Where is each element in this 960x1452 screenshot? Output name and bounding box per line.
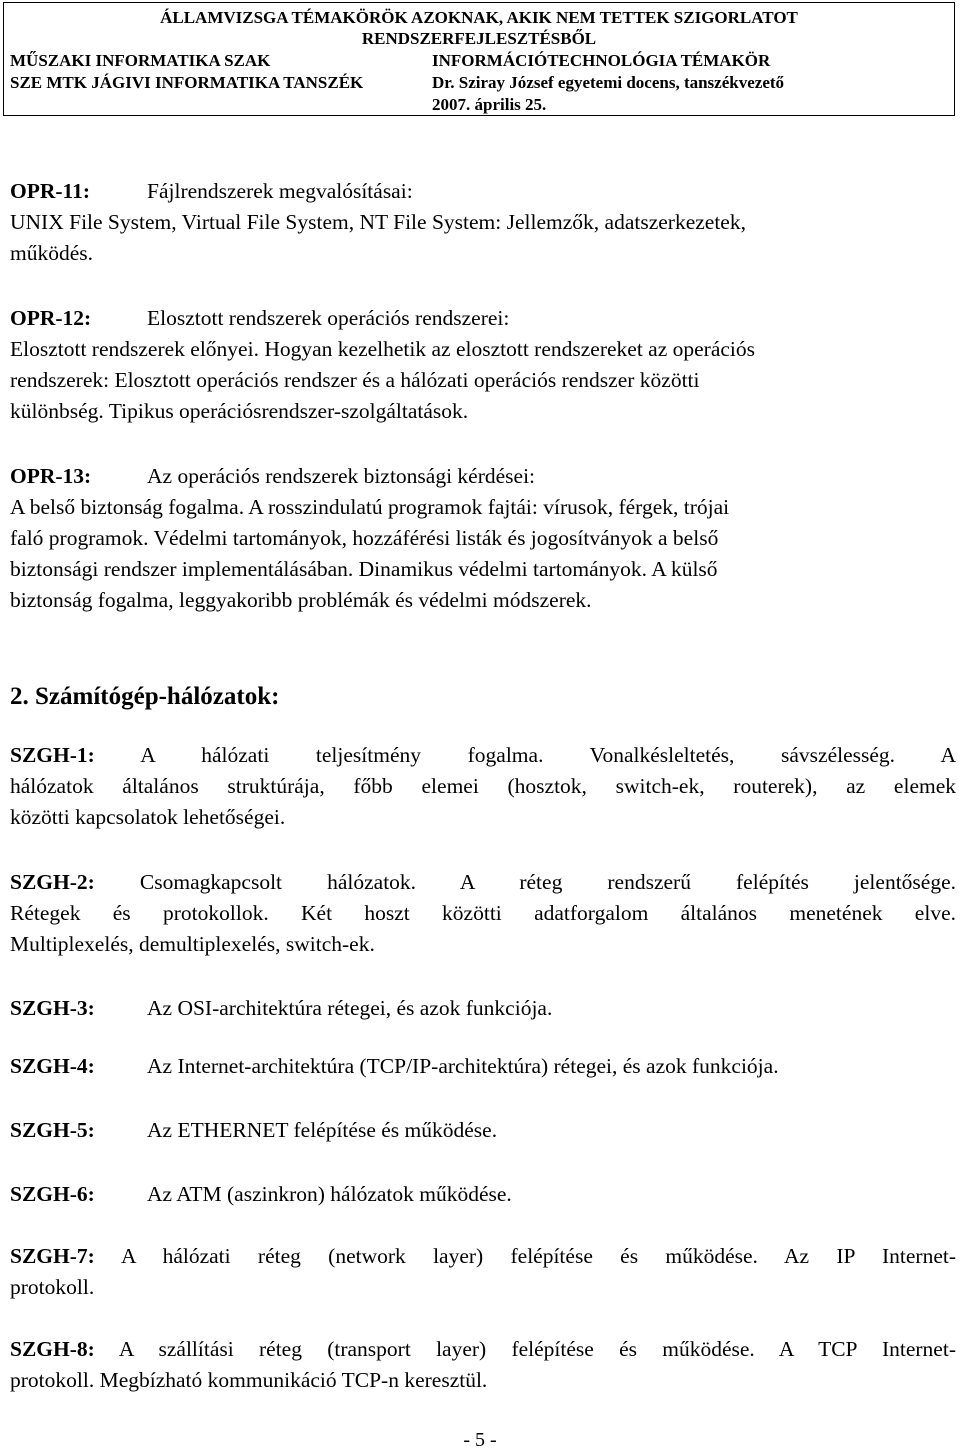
topic-szgh-8 [10,1334,956,1396]
topic-code: SZGH-3: [10,996,95,1020]
section-heading: 2. Számítógép-hálózatok: [10,683,280,710]
topic-szgh-2 [10,867,956,960]
topic-szgh-6 [10,1179,956,1210]
header-date: 2007. április 25. [432,95,547,114]
topic-text-line: Elosztott rendszerek előnyei. Hogyan kezelhetik az elosztott rendszereket az operációs [10,337,756,361]
header-department: SZE MTK JÁGIVI INFORMATIKA TANSZÉK [10,73,364,92]
topic-code: SZGH-6: [10,1182,95,1206]
topic-code: OPR-13: [10,464,92,488]
header-title-line2: RENDSZERFEJLESZTÉSBŐL [361,29,597,48]
topic-opr-13 [10,461,956,616]
topic-szgh-1 [10,740,956,833]
topic-text-line: biztonsági rendszer implementálásában. Dinamikus védelmi tartományok. A külső [10,557,718,581]
topic-code: OPR-12: [10,306,92,330]
topic-text-line: protokoll. Megbízható kommunikáció TCP-n keresztül. [10,1368,488,1392]
topic-text-line: hálózatok általános struktúrája, főbb elemei (hosztok, switch-ek, routerek), az elemek [10,774,956,798]
topic-text-line: A hálózati réteg (network layer) felépítése és működése. Az IP Internet- [120,1244,956,1268]
topic-title: Elosztott rendszerek operációs rendszerei: [147,306,510,330]
topic-text-line: faló programok. Védelmi tartományok, hozzáférési listák és jogosítványok a belső [10,526,719,550]
topic-text-line: biztonság fogalma, leggyakoribb problémák és védelmi módszerek. [10,588,592,612]
topic-szgh-7 [10,1241,956,1303]
topic-text-line: rendszerek: Elosztott operációs rendszer és a hálózati operációs rendszer közötti [10,368,700,392]
topic-text-line: Az ATM (aszinkron) hálózatok működése. [147,1182,512,1206]
topic-code: SZGH-8: [10,1337,95,1361]
topic-text-line: A belső biztonság fogalma. A rosszindulatú programok fajtái: vírusok, férgek, trójai [10,495,730,519]
topic-text-line: működés. [10,241,94,265]
topic-text-line: UNIX File System, Virtual File System, NT File System: Jellemzők, adatszerkezetek, [10,210,746,234]
topic-code: SZGH-7: [10,1244,95,1268]
topic-text-line: A hálózati teljesítmény fogalma. Vonalkésleltetés, sávszélesség. A [140,743,956,767]
topic-text-line: protokoll. [10,1275,95,1299]
topic-title: Fájlrendszerek megvalósításai: [147,179,413,203]
topic-opr-11 [10,176,956,269]
topic-text-line: Az OSI-architektúra rétegei, és azok funkciója. [147,996,553,1020]
topic-szgh-5 [10,1115,956,1146]
topic-text-line: Az ETHERNET felépítése és működése. [147,1118,498,1142]
topic-text-line: Csomagkapcsolt hálózatok. A réteg rendszerű felépítés jelentősége. [139,870,957,894]
header-program: MŰSZAKI INFORMATIKA SZAK [10,51,271,70]
topic-code: SZGH-4: [10,1054,95,1078]
header-author: Dr. Sziray József egyetemi docens, tanszékvezető [432,73,785,92]
topic-text-line: A szállítási réteg (transport layer) felépítése és működése. A TCP Internet- [118,1337,956,1361]
topic-text-line: közötti kapcsolatok lehetőségei. [10,805,286,829]
topic-text-line: Az Internet-architektúra (TCP/IP-architektúra) rétegei, és azok funkciója. [147,1054,779,1078]
topic-code: OPR-11: [10,179,91,203]
topic-szgh-4 [10,1051,956,1082]
topic-text-line: Multiplexelés, demultiplexelés, switch-ek. [10,932,375,956]
topic-code: SZGH-2: [10,870,95,894]
topic-title: Az operációs rendszerek biztonsági kérdései: [147,464,536,488]
topic-opr-12 [10,303,956,427]
topic-text-line: Rétegek és protokollok. Két hoszt közötti adatforgalom általános menetének elve. [10,901,956,925]
topic-szgh-3 [10,993,956,1024]
topic-code: SZGH-1: [10,743,95,767]
header-topic: INFORMÁCIÓTECHNOLÓGIA TÉMAKÖR [432,51,771,70]
page-number: - 5 - [463,1429,497,1451]
header-title-line1: ÁLLAMVIZSGA TÉMAKÖRÖK AZOKNAK, AKIK NEM TETTEK SZIGORLATOT [160,8,798,27]
topic-code: SZGH-5: [10,1118,95,1142]
topic-text-line: különbség. Tipikus operációsrendszer-szolgáltatások. [10,399,469,423]
document-header [3,2,955,116]
